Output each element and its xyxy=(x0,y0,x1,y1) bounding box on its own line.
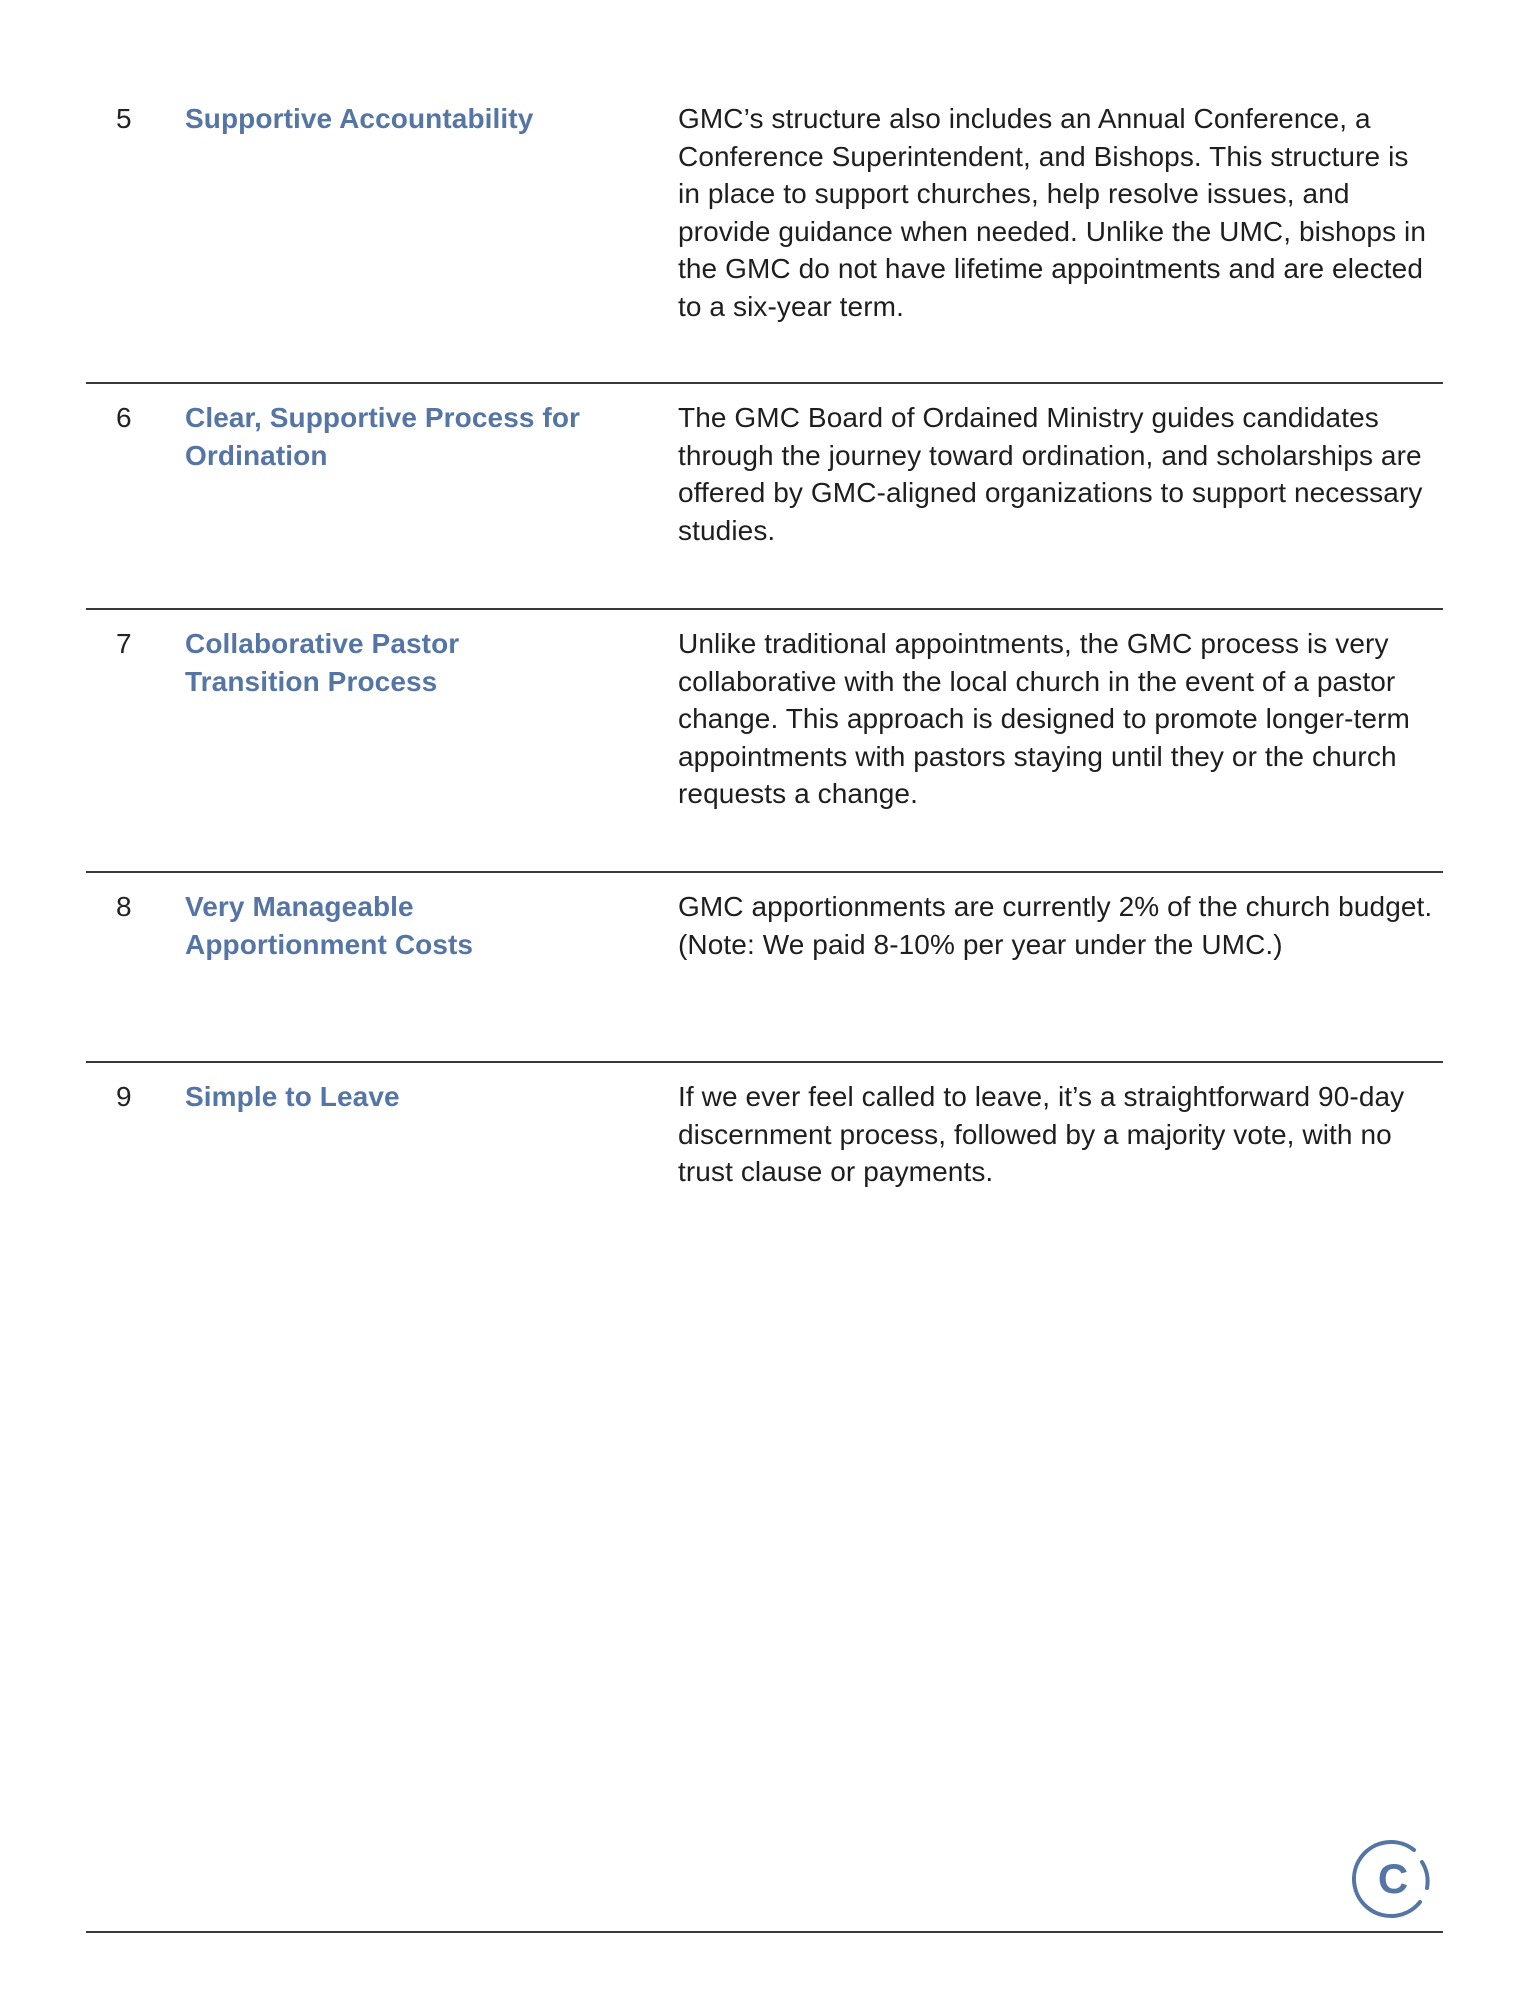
row-description: The GMC Board of Ordained Ministry guides candidates through the journey toward ordination, and scholarships are offered by GMC-aligned organizations to support necessary studies. xyxy=(678,402,1423,546)
row-number: 9 xyxy=(116,1081,132,1112)
footer-rule xyxy=(86,1931,1443,1933)
row-description: If we ever feel called to leave, it’s a straightforward 90-day discernment process, followed by a majority vote, with no trust clause or payments. xyxy=(678,1081,1405,1187)
row-number: 5 xyxy=(116,103,132,134)
row-title: Collaborative Pastor Transition Process xyxy=(185,628,460,697)
row-number: 6 xyxy=(116,402,132,433)
row-number: 8 xyxy=(116,891,132,922)
logo-letter: C xyxy=(1377,1855,1409,1902)
logo-ring-segment xyxy=(1422,1862,1428,1888)
row-divider xyxy=(86,382,1443,384)
row-divider xyxy=(86,1061,1443,1063)
row-description: Unlike traditional appointments, the GMC process is very collaborative with the local church in the event of a pastor change. This approach is designed to promote longer-term appointments with pastors staying until they or the church requests a change. xyxy=(678,628,1410,809)
row-description: GMC apportionments are currently 2% of the church budget. (Note: We paid 8-10% per year under the UMC.) xyxy=(678,891,1433,960)
c-circle-logo-icon xyxy=(1352,1838,1434,1920)
row-description: GMC’s structure also includes an Annual Conference, a Conference Superintendent, and Bishops. This structure is in place to support churches, help resolve issues, and provide guidance when needed. Unlike the UMC, bishops in the GMC do not have lifetime appointments and are elected to a six-year term. xyxy=(678,103,1427,322)
row-divider xyxy=(86,871,1443,873)
row-title: Simple to Leave xyxy=(185,1081,400,1112)
row-title: Clear, Supportive Process for Ordination xyxy=(185,402,581,471)
row-title: Supportive Accountability xyxy=(185,103,534,134)
row-divider xyxy=(86,608,1443,610)
row-title: Very Manageable Apportionment Costs xyxy=(185,891,474,960)
row-number: 7 xyxy=(116,628,132,659)
